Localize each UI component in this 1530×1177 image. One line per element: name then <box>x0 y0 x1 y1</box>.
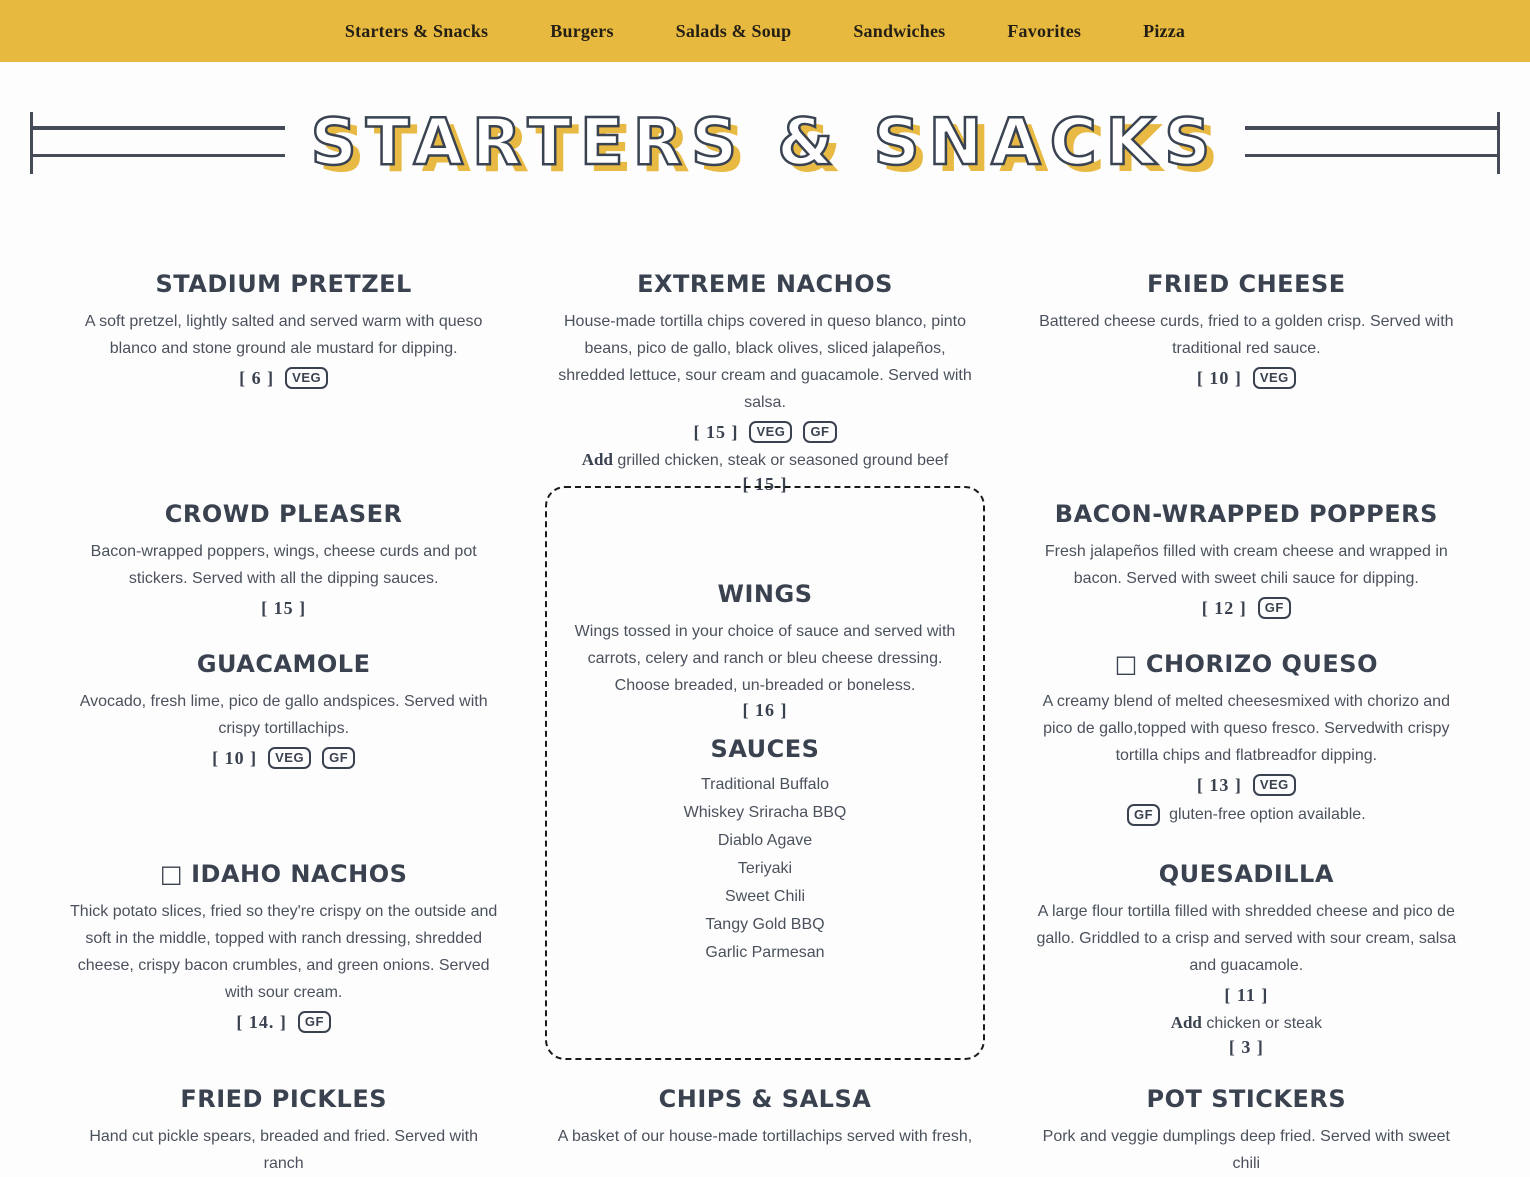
item-price: [ 12 ] <box>1201 597 1247 618</box>
item-meta <box>68 365 499 391</box>
nav-item-burgers[interactable]: Burgers <box>550 20 614 41</box>
item-name: STADIUM PRETZEL <box>155 270 412 298</box>
item-price: [ 16 ] <box>742 699 788 720</box>
item-name: CROWD PLEASER <box>164 500 403 528</box>
item-price: [ 15 ] <box>261 597 307 618</box>
menu-item-crowd-pleaser <box>64 500 503 650</box>
menu-item-guacamole <box>64 650 503 860</box>
item-name: POT STICKERS <box>1146 1085 1347 1113</box>
item-name: WINGS <box>717 579 813 608</box>
veg-badge: VEG <box>1253 774 1296 796</box>
item-price: [ 11 ] <box>1224 984 1269 1005</box>
item-meta <box>1031 772 1462 798</box>
menu-item-extreme-nachos <box>545 270 984 500</box>
item-meta <box>1031 365 1462 391</box>
rule-line <box>30 154 285 157</box>
item-meta <box>1031 982 1462 1008</box>
rule-line <box>1245 126 1500 130</box>
item-name: GUACAMOLE <box>196 650 371 678</box>
item-name: □ CHORIZO QUESO <box>1114 650 1378 678</box>
item-add-option: Add chicken or steak <box>1170 1013 1322 1032</box>
sauce-list <box>573 771 956 967</box>
item-price: [ 13 ] <box>1196 774 1242 795</box>
menu-item-fried-cheese <box>1027 270 1466 500</box>
add-option-price: [ 3 ] <box>1228 1037 1264 1057</box>
sauce-option: Garlic Parmesan <box>705 943 825 961</box>
item-price: [ 6 ] <box>239 367 275 388</box>
menu-item-fried-pickles <box>64 1085 503 1177</box>
title-rule-right <box>1245 112 1500 174</box>
sauce-option: Teriyaki <box>737 859 793 877</box>
rule-line <box>1245 154 1500 157</box>
item-description: House-made tortilla chips covered in queso blanco, pinto beans, pico de gallo, black olives, sliced jalapeños, shredded lettuce, sour cream and guacamole. Served with salsa. <box>558 313 972 411</box>
item-description: Pork and veggie dumplings deep fried. Served with sweet chili <box>1042 1128 1450 1172</box>
gf-badge: GF <box>322 747 355 769</box>
menu-item-stadium-pretzel <box>64 270 503 500</box>
gf-badge: GF <box>1127 804 1160 826</box>
section-title-header <box>30 88 1500 198</box>
rule-end-cap <box>1497 112 1500 174</box>
veg-badge: VEG <box>749 421 792 443</box>
menu-item-pot-stickers <box>1027 1085 1466 1177</box>
item-meta <box>1031 595 1462 621</box>
rule-end-cap <box>30 112 33 174</box>
item-description: Thick potato slices, fried so they're crispy on the outside and soft in the middle, topped with ranch dressing, shredded cheese, crispy bacon crumbles, and green onions. Served with sour cream. <box>70 903 498 1001</box>
item-name: FRIED CHEESE <box>1147 270 1346 298</box>
gf-badge: GF <box>803 421 836 443</box>
item-description: Hand cut pickle spears, breaded and fried. Served with ranch <box>89 1128 478 1172</box>
item-description: A creamy blend of melted cheesesmixed with chorizo and pico de gallo,topped with queso fresco. Servedwith crispy tortilla chips and flatbreadfor dipping. <box>1042 693 1450 764</box>
veg-badge: VEG <box>285 367 328 389</box>
sauce-option: Tangy Gold BBQ <box>705 915 825 933</box>
gf-badge: GF <box>298 1011 331 1033</box>
nav-item-favorites[interactable]: Favorites <box>1007 20 1082 41</box>
menu-item-chips-salsa <box>545 1085 984 1177</box>
nav-item-pizza[interactable]: Pizza <box>1143 20 1186 41</box>
item-description: Battered cheese curds, fried to a golden crisp. Served with traditional red sauce. <box>1039 313 1454 357</box>
menu-item-chorizo-queso <box>1027 650 1466 860</box>
item-name: FRIED PICKLES <box>180 1085 387 1113</box>
page-title: STARTERS & SNACKS <box>310 106 1220 180</box>
note-text: gluten-free option available. <box>1169 806 1366 823</box>
item-add-option: Add grilled chicken, steak or seasoned ground beef <box>581 450 949 469</box>
veg-badge: VEG <box>1253 367 1296 389</box>
item-description: A soft pretzel, lightly salted and served warm with queso blanco and stone ground ale mustard for dipping. <box>84 313 483 357</box>
item-description: A large flour tortilla filled with shredded cheese and pico de gallo. Griddled to a crisp and served with sour cream, salsa and guacamole. <box>1036 903 1457 974</box>
top-nav <box>0 0 1530 62</box>
item-meta <box>68 1009 499 1035</box>
nav-item-sandwiches[interactable]: Sandwiches <box>853 20 946 41</box>
item-meta <box>68 595 499 621</box>
item-name: □ IDAHO NACHOS <box>159 860 408 888</box>
rule-line <box>30 126 285 130</box>
sauce-option: Sweet Chili <box>724 887 805 905</box>
missing-glyph-icon: □ <box>159 860 184 888</box>
sauces-title: SAUCES <box>710 734 820 763</box>
nav-item-starters-snacks[interactable]: Starters & Snacks <box>344 20 489 41</box>
sauce-option: Diablo Agave <box>717 831 813 849</box>
gf-badge: GF <box>1258 597 1291 619</box>
item-name: CHIPS & SALSA <box>658 1085 872 1113</box>
nav-item-salads-soup[interactable]: Salads & Soup <box>675 20 792 41</box>
menu-item-idaho-nachos <box>64 860 503 1085</box>
item-description: A basket of our house-made tortillachips served with fresh, <box>557 1128 973 1145</box>
item-description: Avocado, fresh lime, pico de gallo andspices. Served with crispy tortillachips. <box>79 693 488 737</box>
item-name: BACON-WRAPPED POPPERS <box>1054 500 1438 528</box>
item-price: [ 15 ] <box>693 421 739 442</box>
menu-item-quesadilla <box>1027 860 1466 1085</box>
item-meta <box>549 419 980 445</box>
sauce-option: Whiskey Sriracha BBQ <box>683 803 847 821</box>
gluten-free-note <box>1031 804 1462 826</box>
item-description: Fresh jalapeños filled with cream cheese and wrapped in bacon. Served with sweet chili sauce for dipping. <box>1044 543 1448 587</box>
item-description: Bacon-wrapped poppers, wings, cheese curds and pot stickers. Served with all the dipping sauces. <box>90 543 477 587</box>
item-price: [ 14. ] <box>236 1011 287 1032</box>
item-price: [ 10 ] <box>1196 367 1242 388</box>
sauce-option: Traditional Buffalo <box>700 775 830 793</box>
item-description: Wings tossed in your choice of sauce and served with carrots, celery and ranch or bleu cheese dressing. Choose breaded, un-breaded or boneless. <box>574 622 956 694</box>
missing-glyph-icon: □ <box>1114 650 1138 678</box>
menu-grid <box>64 270 1466 1177</box>
add-option-price: [ 15 ] <box>742 474 788 494</box>
title-rule-left <box>30 112 285 174</box>
item-name: QUESADILLA <box>1158 860 1334 888</box>
add-label: Add <box>1170 1013 1202 1032</box>
item-price: [ 10 ] <box>212 747 258 768</box>
item-name: EXTREME NACHOS <box>637 270 893 298</box>
menu-item-bacon-wrapped-poppers <box>1027 500 1466 650</box>
add-label: Add <box>581 450 613 469</box>
wings-featured-box <box>545 486 984 1060</box>
item-meta <box>68 745 499 771</box>
veg-badge: VEG <box>268 747 311 769</box>
